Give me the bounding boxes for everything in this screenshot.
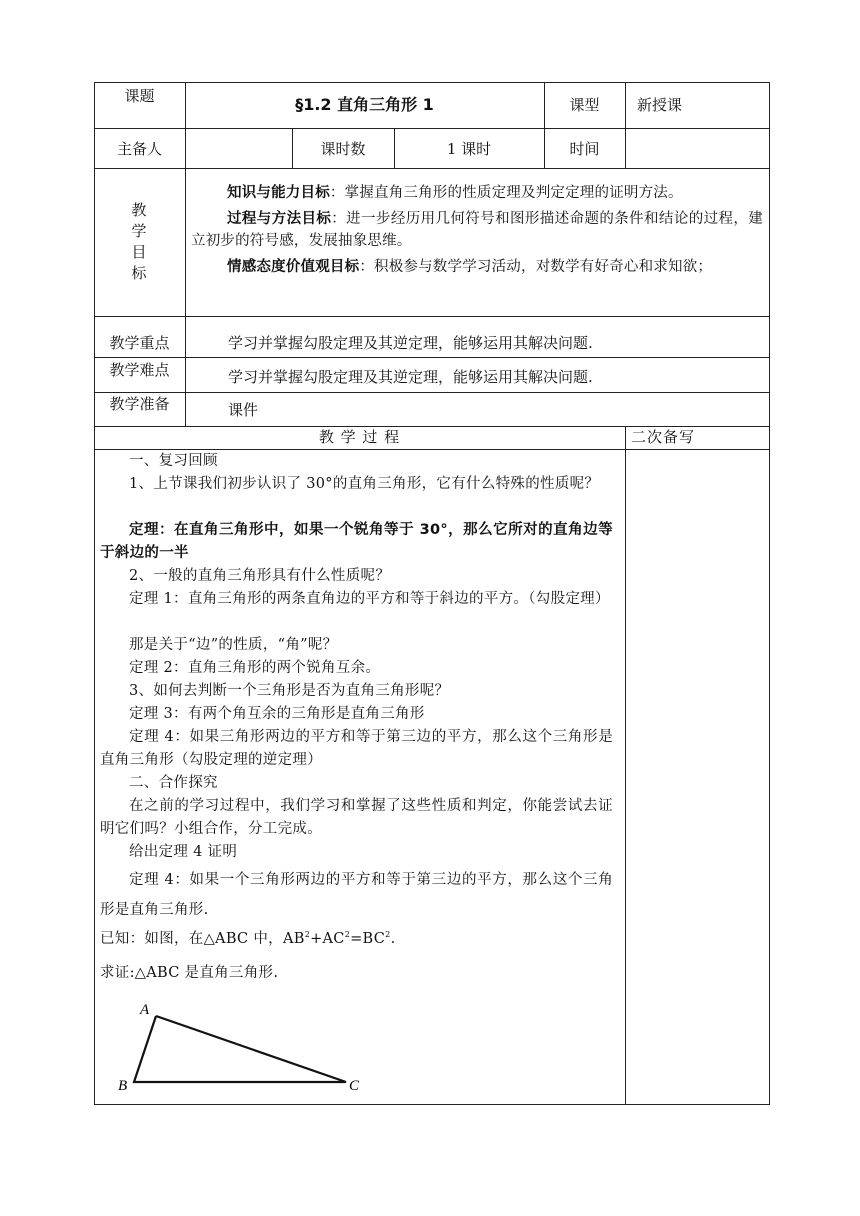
preparation-value: 课件 — [228, 401, 259, 419]
page-title: §1.2 直角三角形 1 — [295, 95, 434, 114]
triangle-figure — [108, 996, 378, 1091]
objectives-label-char: 目 — [131, 243, 147, 261]
superscript-2: 2 — [385, 930, 391, 940]
explore-paragraph: 在之前的学习过程中，我们学习和掌握了这些性质和判定，你能尝试去证明它们吗？小组合作，分工完成。 — [100, 798, 613, 837]
type-label: 课型 — [569, 96, 600, 114]
process-objective-title: 过程与方法目标 — [227, 211, 332, 227]
emotion-objective — [191, 256, 763, 278]
emotion-objective-text: ：积极参与数学学习活动，对数学有好奇心和求知欲； — [359, 259, 713, 275]
superscript-2: 2 — [304, 930, 311, 940]
knowledge-objective-text: ：掌握直角三角形的性质定理及判定定理的证明方法。 — [329, 185, 683, 201]
side-angle-question: 那是关于“边”的性质，“角”呢？ — [129, 637, 338, 653]
objectives-label — [94, 200, 184, 284]
process-header: 教 学 过 程 — [318, 428, 401, 446]
key-point-label: 教学重点 — [109, 334, 170, 352]
superscript-2: 2 — [344, 930, 351, 940]
difficulty-label: 教学难点 — [109, 361, 170, 379]
prove-statement: 求证:△ABC 是直角三角形. — [100, 965, 279, 981]
given-text-a: 已知：如图，在△ABC 中，AB — [100, 931, 305, 947]
question-2: 2、一般的直角三角形具有什么性质呢？ — [129, 568, 391, 584]
hours-value: 1 课时 — [446, 140, 492, 158]
question-1: 1、上节课我们初步认识了 30°的直角三角形，它有什么特殊的性质呢？ — [129, 476, 600, 492]
theorem-4-restated: 定理 4：如果一个三角形两边的平方和等于第三边的平方，那么这个三角形是直角三角形. — [100, 872, 613, 918]
vertex-label-a: A — [140, 1002, 150, 1018]
theorem-30-degree: 定理：在直角三角形中，如果一个锐角等于 30°，那么它所对的直角边等于斜边的一半 — [100, 522, 613, 561]
section-explore: 二、合作探究 — [129, 775, 218, 791]
time-label: 时间 — [569, 140, 600, 158]
theorem-1: 定理 1：直角三角形的两条直角边的平方和等于斜边的平方。（勾股定理） — [129, 591, 610, 607]
given-statement — [100, 928, 613, 951]
given-text-c: =BC — [350, 931, 386, 947]
knowledge-objective-title: 知识与能力目标 — [227, 185, 330, 201]
objectives-label-char: 教 — [131, 201, 147, 219]
give-proof-line: 给出定理 4 证明 — [129, 844, 238, 860]
given-text-d: . — [390, 931, 396, 947]
preparer-label: 主备人 — [116, 140, 162, 158]
given-text-b: +AC — [310, 931, 345, 947]
question-3: 3、如何去判断一个三角形是否为直角三角形呢？ — [129, 683, 450, 699]
theorem-2: 定理 2：直角三角形的两个锐角互余。 — [129, 660, 381, 676]
theorem-4: 定理 4：如果三角形两边的平方和等于第三边的平方，那么这个三角形是直角三角形（勾股定理的逆定理） — [100, 729, 613, 768]
key-point-value: 学习并掌握勾股定理及其逆定理，能够运用其解决问题. — [228, 334, 593, 352]
type-value: 新授课 — [637, 96, 683, 114]
vertex-label-b: B — [118, 1078, 128, 1091]
objectives-label-char: 学 — [131, 222, 147, 240]
triangle-abc — [134, 1016, 346, 1082]
topic-label: 课题 — [124, 87, 155, 105]
preparation-label: 教学准备 — [109, 395, 170, 413]
emotion-objective-title: 情感态度价值观目标 — [227, 259, 360, 275]
objectives-label-char: 标 — [131, 264, 147, 282]
process-objective-text: ：进一步经历用几何符号和图形描述命题的条件和结论的过程，建立初步的符号感，发展抽象思维。 — [191, 211, 763, 249]
theorem-3: 定理 3：有两个角互余的三角形是直角三角形 — [129, 706, 425, 722]
process-objective — [191, 208, 763, 252]
knowledge-objective — [191, 182, 763, 204]
hours-label: 课时数 — [320, 140, 366, 158]
difficulty-value: 学习并掌握勾股定理及其逆定理，能够运用其解决问题. — [228, 368, 593, 386]
vertex-label-c: C — [349, 1078, 360, 1091]
section-review: 一、复习回顾 — [129, 453, 218, 469]
lesson-plan-table — [94, 82, 770, 1105]
second-prep-header: 二次备写 — [631, 428, 696, 446]
